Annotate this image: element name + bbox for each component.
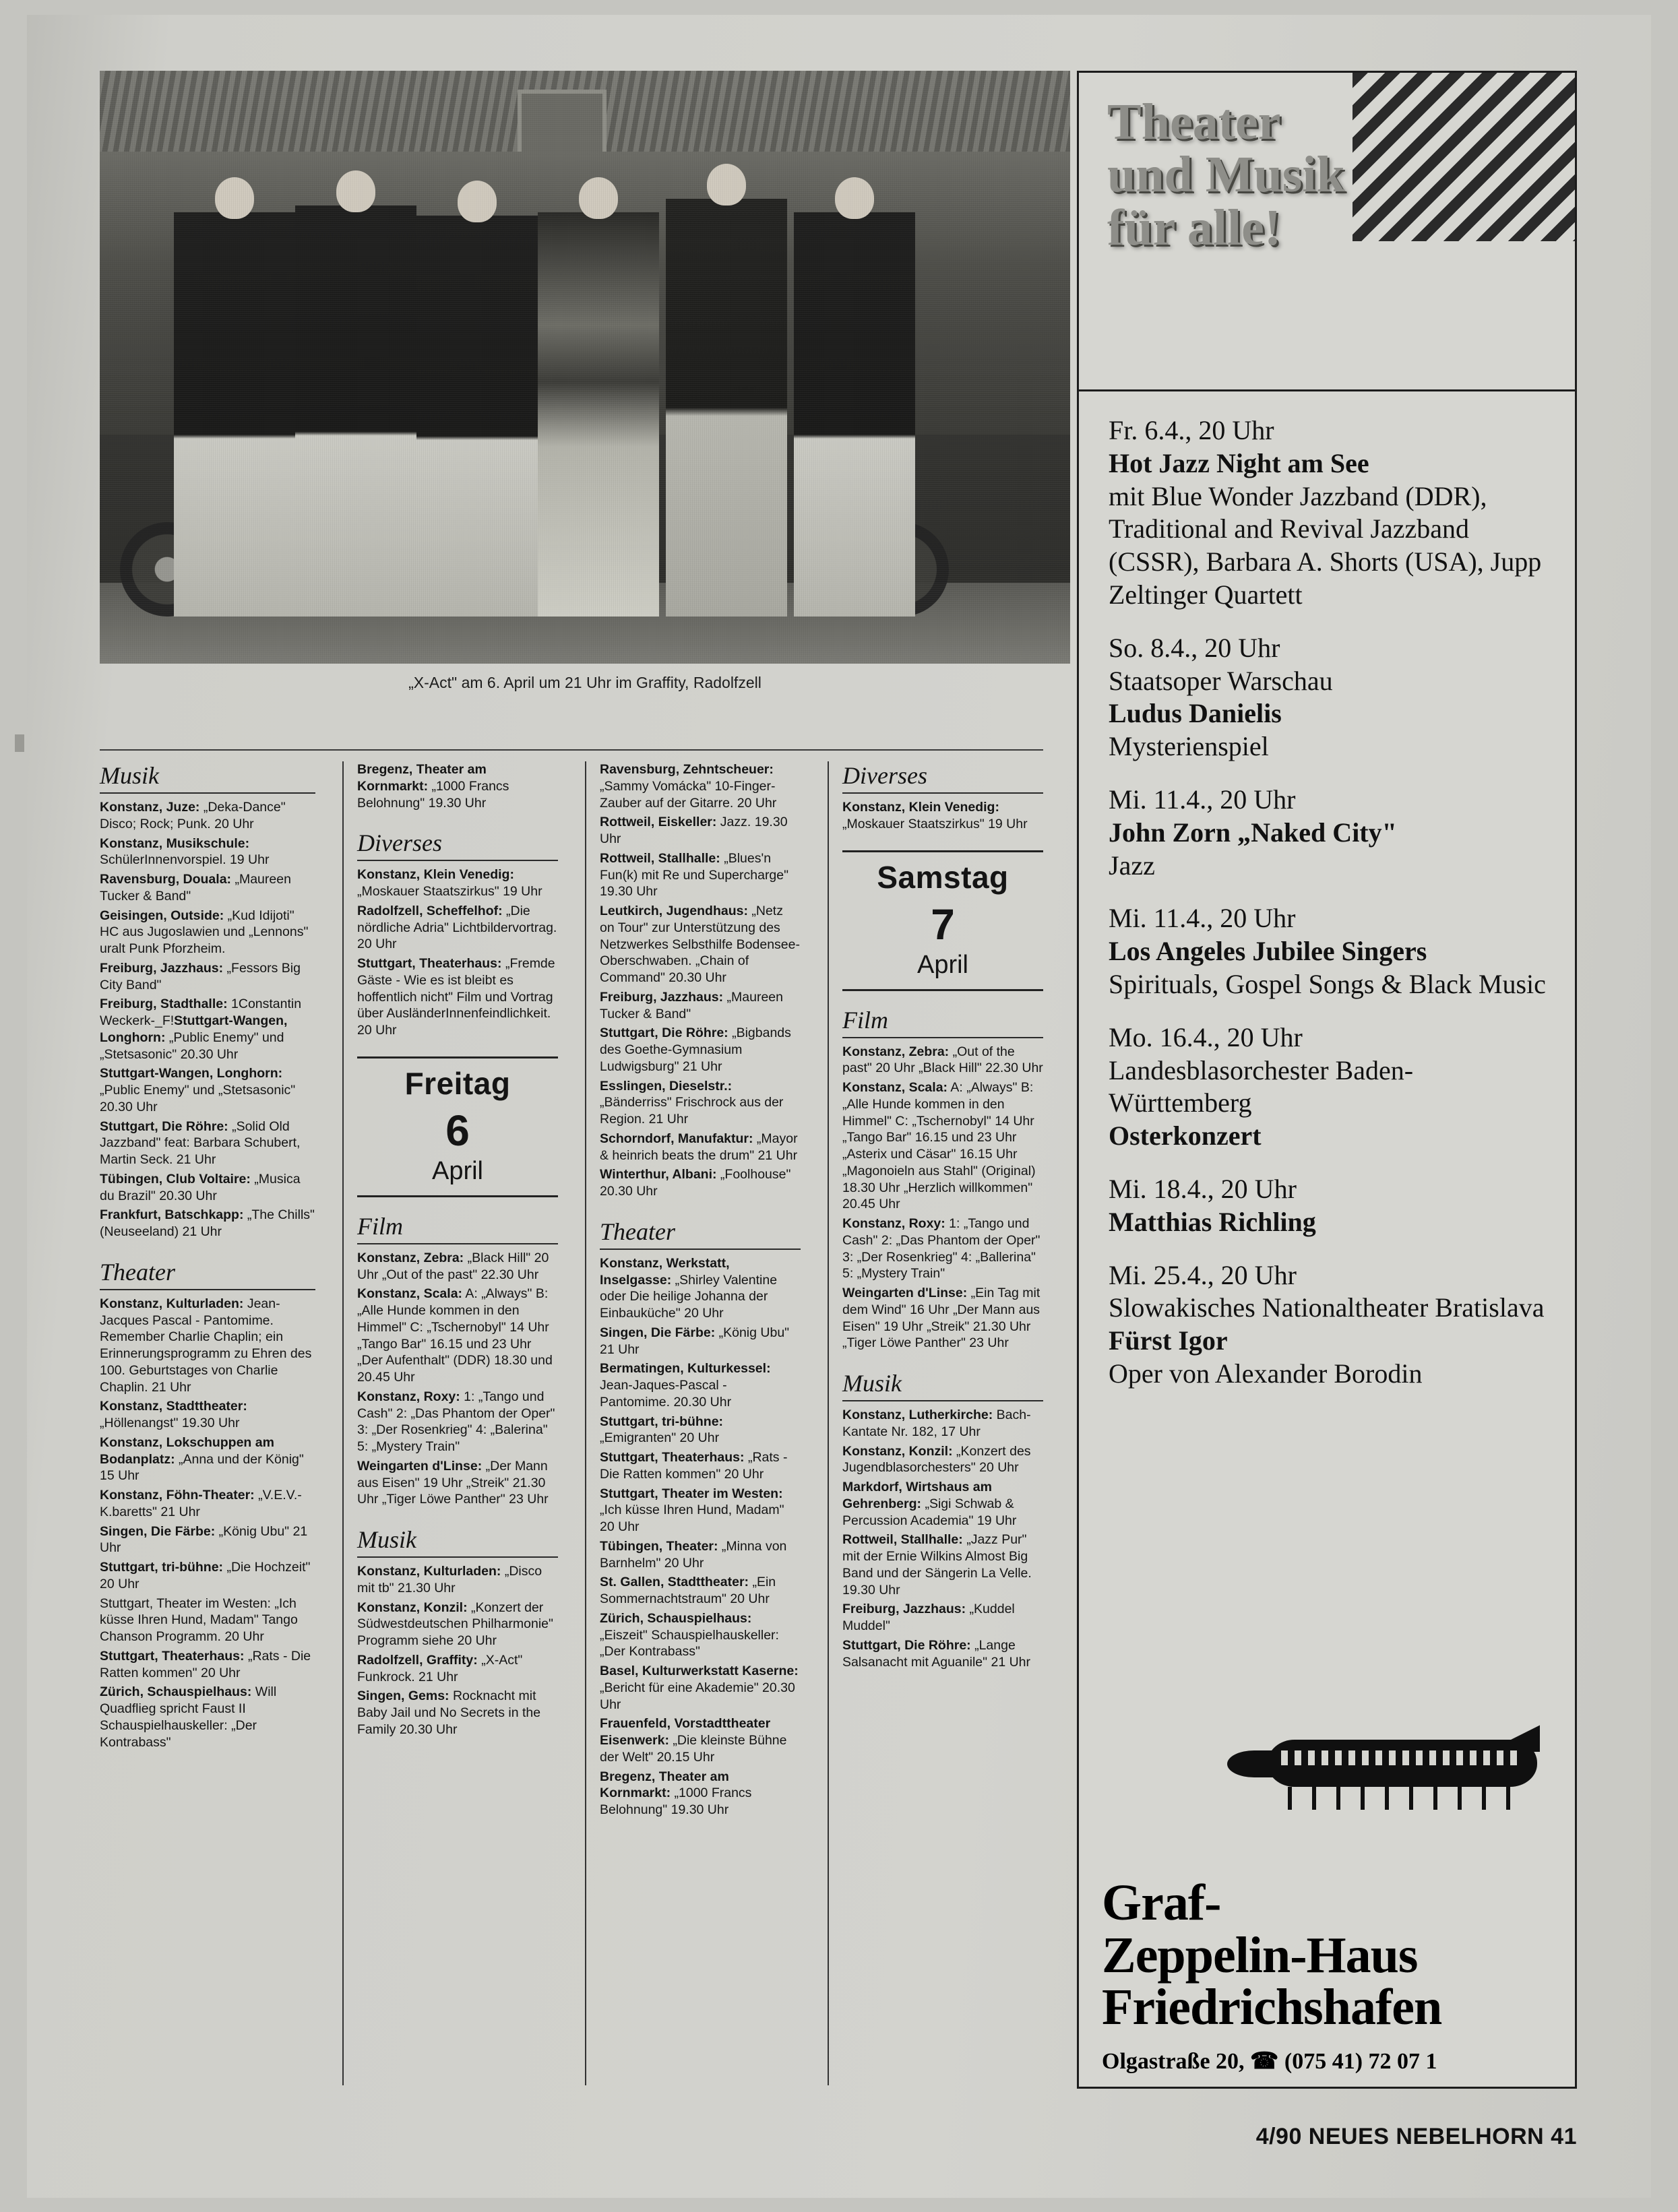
ad-logo-line-1: Graf- [1102,1874,1221,1932]
section-heading-film: Film [842,1006,1043,1038]
ad-event [1109,1259,1548,1391]
ad-event-date: Mi. 18.4., 20 Uhr [1109,1173,1297,1204]
listing-entry: Konstanz, Roxy: 1: „Tango und Cash" 2: „Das Phantom der Oper" 3: „Der Rosenkrieg" 4: „Balerina" 5: „Mystery Train" [357,1389,555,1454]
listing-entry: Konstanz, Konzil: „Konzert des Jugendblasorchesters" 20 Uhr [842,1443,1031,1476]
photo-caption: „X-Act" am 6. April um 21 Uhr im Graffity, Radolfzell [408,674,762,691]
listing-entry: Rottweil, Eiskeller: Jazz. 19.30 Uhr [600,815,788,846]
date-day: 6 [445,1106,470,1155]
listing-entry: Radolfzell, Scheffelhof: „Die nördliche Adria" Lichtbildervortrag. 20 Uhr [357,903,557,952]
listing-entry: Frauenfeld, Vorstadttheater Eisenwerk: „Die kleinste Bühne der Welt" 20.15 Uhr [600,1716,787,1765]
listing-entry: Ravensburg, Zehntscheuer: „Sammy Vomácka" 10-Finger-Zauber auf der Gitarre. 20 Uhr [600,762,777,811]
ad-event [1109,414,1548,612]
ad-headline-line-3: für alle! [1107,199,1282,256]
ad-headline [1079,73,1575,254]
listing-entry: Ravensburg, Douala: „Maureen Tucker & Band" [100,872,291,904]
listing-entry: Stuttgart, Theaterhaus: „Rats - Die Ratten kommen" 20 Uhr [100,1648,311,1680]
ad-event [1109,1173,1548,1239]
ad-headline-line-2: und Musik [1107,146,1345,203]
listing-entry: Konstanz, Kulturladen: „Disco mit tb" 21.30 Uhr [357,1564,542,1595]
listing-entry: Konstanz, Föhn-Theater: „V.E.V.-K.baretts" 21 Uhr [100,1488,302,1519]
date-weekday: Freitag [404,1065,511,1101]
listing-top-rule [100,749,1043,751]
section-heading-diverses: Diverses [357,829,558,861]
listing-entry: Stuttgart, Theater im Westen: „Ich küsse Ihren Hund, Madam" 20 Uhr [600,1486,784,1534]
listing-entry: Markdorf, Wirtshaus am Gehrenberg: „Sigi Schwab & Percussion Academia" 19 Uhr [842,1480,1017,1528]
listing-entry: Freiburg, Jazzhaus: „Maureen Tucker & Band" [600,989,783,1021]
ad-event-pre: Slowakisches Nationaltheater Bratislava [1109,1292,1545,1323]
ad-event-title: Osterkonzert [1109,1120,1262,1151]
listing-entry: Stuttgart, Die Röhre: „Bigbands des Goethe-Gymnasium Ludwigsburg" 21 Uhr [600,1025,791,1074]
zeppelin-icon [1227,1721,1544,1822]
date-month: April [431,1156,484,1185]
listing-entry: Schorndorf, Manufaktur: „Mayor & heinrich beats the drum" 21 Uhr [600,1131,798,1163]
section-heading-film: Film [357,1212,558,1244]
section-heading-musik: Musik [100,761,315,794]
listing-entry: Konstanz, Konzil: „Konzert der Südwestdeutschen Philharmonie" Programm siehe 20 Uhr [357,1600,553,1648]
listing-entry: Leutkirch, Jugendhaus: „Netz on Tour" zur Unterstützung des Netzwerkes Selbsthilfe Bodensee-Oberschwaben. „Chain of Command" 20.30 Uhr [600,904,800,985]
listing-entry: Konstanz, Lokschuppen am Bodanplatz: „Anna und der König" 15 Uhr [100,1434,304,1484]
page-edge-mark [15,734,24,752]
listing-entry: Tübingen, Theater: „Minna von Barnhelm" 20 Uhr [600,1538,787,1571]
section-heading-musik: Musik [357,1525,558,1558]
listing-column-2 [342,761,558,2085]
ad-header [1079,73,1575,391]
band-photo [100,71,1070,664]
listing-entry: Singen, Die Färbe: „König Ubu" 21 Uhr [600,1325,790,1357]
listing-column-1 [100,761,315,2085]
date-weekday: Samstag [877,859,1009,895]
ad-logo-line-3: Friedrichshafen [1102,1979,1442,2036]
listing-entry: Frankfurt, Batschkapp: „The Chills" (Neuseeland) 21 Uhr [100,1207,315,1239]
ad-event-title: John Zorn „Naked City" [1109,817,1397,848]
listing-entry: Konstanz, Juze: „Deka-Dance" Disco; Rock; Punk. 20 Uhr [100,800,286,831]
listing-column-4 [828,761,1043,2085]
listing-entry: Konstanz, Kulturladen: Jean-Jacques Pascal - Pantomime. Remember Charlie Chaplin; ein Erinnerungsprogramm zu Ehren des 100. Geburtstages von Charlie Chaplin. 21 Uhr [100,1296,312,1395]
listing-entry: Esslingen, Dieselstr.: „Bänderriss" Frischrock aus der Region. 21 Uhr [600,1078,784,1127]
ad-logo-block [1079,1874,1575,2087]
listing-entry: Zürich, Schauspielhaus: „Eiszeit" Schauspielhauskeller: „Der Kontrabass" [600,1610,779,1660]
listing-entry: Konstanz, Zebra: „Black Hill" 20 Uhr „Out of the past" 22.30 Uhr [357,1250,549,1282]
listing-entry: Konstanz, Roxy: 1: „Tango und Cash" 2: „Das Phantom der Oper" 3: „Der Rosenkrieg" 4: „Ballerina" 5: „Mystery Train" [842,1216,1040,1282]
ad-event-desc: Oper von Alexander Borodin [1109,1358,1423,1389]
listing-entry: Basel, Kulturwerkstatt Kaserne: „Bericht für eine Akademie" 20.30 Uhr [600,1664,799,1712]
event-listing-columns [100,761,1043,2085]
listing-column-3 [585,761,801,2085]
listing-entry: Stuttgart, Theaterhaus: „Fremde Gäste - Wie es ist bleibt es hoffentlich nicht" Film und Vortrag über AusländerInnenfeindlichkeit. 20 Uhr [357,956,555,1038]
listing-entry: Konstanz, Scala: A: „Always" B: „Alle Hunde kommen in den Himmel" C: „Tschernobyl" 14 Uhr „Tango Bar" 16.15 und 23 Uhr „Der Aufenthalt" (DDR) 18.30 und 20.45 Uhr [357,1286,553,1385]
ad-event [1109,902,1548,1001]
ad-event-desc: Jazz [1109,850,1155,881]
listing-entry: Bermatingen, Kulturkessel: Jean-Jaques-Pascal - Pantomime. 20.30 Uhr [600,1361,771,1410]
ad-event-pre: Staatsoper Warschau [1109,665,1333,696]
listing-entry: Konstanz, Klein Venedig: „Moskauer Staatszirkus" 19 Uhr [357,867,542,899]
ad-event-desc: Mysterienspiel [1109,731,1269,762]
listing-entry: Geisingen, Outside: „Kud Idijoti" HC aus Jugoslawien und „Lennons" uralt Punk Pforzheim. [100,908,309,956]
listing-entry: Konstanz, Werkstatt, Inselgasse: „Shirley Valentine oder Die heilige Johanna der Einbauküche" 20 Uhr [600,1255,778,1321]
listing-entry: St. Gallen, Stadttheater: „Ein Sommernachtstraum" 20 Uhr [600,1575,776,1606]
ad-headline-line-1: Theater [1107,94,1281,150]
ad-event-title: Hot Jazz Night am See [1109,447,1369,478]
section-heading-theater: Theater [100,1258,315,1290]
listing-entry: Freiburg, Jazzhaus: „Fessors Big City Band" [100,960,301,992]
listing-entry: Rottweil, Stallhalle: „Blues'n Fun(k) mit Re und Supercharge" 19.30 Uhr [600,850,789,899]
ad-logo-line-2: Zeppelin-Haus [1102,1926,1418,1984]
listing-entry: Stuttgart, tri-bühne: „Emigranten" 20 Uhr [600,1414,724,1446]
ad-event [1109,632,1548,763]
listing-entry: Zürich, Schauspielhaus: Will Quadflieg spricht Faust II Schauspielhauskeller: „Der Kontrabass" [100,1684,277,1750]
listing-entry: Konstanz, Klein Venedig: „Moskauer Staatszirkus" 19 Uhr [842,800,1028,831]
date-month: April [916,950,969,979]
ad-event-date: Mi. 11.4., 20 Uhr [1109,903,1296,934]
ad-event-desc: Spirituals, Gospel Songs & Black Music [1109,968,1546,999]
listing-entry: Stuttgart-Wangen, Longhorn: „Public Enemy" und „Stetsasonic" 20.30 Uhr [100,1066,296,1114]
ad-event-title: Ludus Danielis [1109,698,1282,729]
ad-event [1109,1021,1548,1153]
listing-entry: Freiburg, Stadthalle: 1Constantin Weckerk-_F!Stuttgart-Wangen, Longhorn: „Public Enemy" und „Stetsasonic" 20.30 Uhr [100,997,302,1062]
listing-entry: Singen, Die Färbe: „König Ubu" 21 Uhr [100,1523,308,1556]
ad-event-date: Mi. 11.4., 20 Uhr [1109,784,1296,815]
listing-entry: Stuttgart, Die Röhre: „Lange Salsanacht mit Aguanile" 21 Uhr [842,1637,1030,1670]
listing-entry: Konstanz, Zebra: „Out of the past" 20 Uhr „Black Hill" 22.30 Uhr [842,1044,1043,1076]
ad-event-list [1079,391,1575,1391]
advertisement-graf-zeppelin-haus [1077,71,1577,2089]
ad-event-date: Mi. 25.4., 20 Uhr [1109,1259,1297,1290]
listing-entry: Rottweil, Stallhalle: „Jazz Pur" mit der Ernie Wilkins Almost Big Band und der Sängerin La Velle. 19.30 Uhr [842,1532,1032,1598]
listing-entry: Stuttgart, tri-bühne: „Die Hochzeit" 20 Uhr [100,1560,311,1591]
date-heading-friday [357,1056,558,1197]
date-day: 7 [931,899,955,949]
listing-entry: Stuttgart, Theaterhaus: „Rats - Die Ratten kommen" 20 Uhr [600,1450,788,1482]
ad-event-date: Fr. 6.4., 20 Uhr [1109,415,1274,445]
photo-grain [100,71,1070,664]
listing-entry: Weingarten d'Linse: „Ein Tag mit dem Wind" 16 Uhr „Der Mann aus Eisen" 19 Uhr „Streik" 21.30 Uhr „Tiger Löwe Panther" 23 Uhr [842,1286,1040,1351]
ad-event-date: So. 8.4., 20 Uhr [1109,632,1280,663]
listing-entry: Stuttgart, Die Röhre: „Solid Old Jazzband" feat: Barbara Schubert, Martin Seck. 21 Uhr [100,1118,301,1167]
ad-event-title: Fürst Igor [1109,1325,1228,1356]
listing-entry: Konstanz, Musikschule: SchülerInnenvorspiel. 19 Uhr [100,835,270,868]
ad-event-date: Mo. 16.4., 20 Uhr [1109,1021,1303,1052]
ad-event-desc: mit Blue Wonder Jazzband (DDR), Traditional and Revival Jazzband (CSSR), Barbara A. Shorts (USA), Jupp Zeltinger Quartett [1109,480,1542,610]
ad-event-title: Matthias Richling [1109,1206,1316,1237]
ad-event [1109,784,1548,882]
ad-event-title: Los Angeles Jubilee Singers [1109,936,1427,967]
listing-entry: Konstanz, Scala: A: „Always" B: „Alle Hunde kommen in den Himmel" C: „Tschernobyl" 14 Uhr „Tango Bar" 16.15 und 23 Uhr „Asterix und Cäsar" 16.15 Uhr „Magonoieln aus Stahl" (Original) 18.30 Uhr „Herzlich willkommen" 20.45 Uhr [842,1080,1036,1212]
listing-entry: Tübingen, Club Voltaire: „Musica du Brazil" 20.30 Uhr [100,1171,301,1203]
listing-entry: Konstanz, Stadttheater: „Höllenangst" 19.30 Uhr [100,1399,247,1430]
listing-entry: Radolfzell, Graffity: „X-Act" Funkrock. 21 Uhr [357,1652,523,1684]
listing-entry: Bregenz, Theater am Kornmarkt: „1000 Francs Belohnung" 19.30 Uhr [600,1769,752,1817]
section-heading-theater: Theater [600,1218,801,1250]
ad-address: Olgastraße 20, ☎ (075 41) 72 07 1 [1102,2049,1437,2074]
listing-entry: Freiburg, Jazzhaus: „Kuddel Muddel" [842,1602,1015,1633]
listing-entry: Bregenz, Theater am Kornmarkt: „1000 Francs Belohnung" 19.30 Uhr [357,762,509,811]
listing-entry: Singen, Gems: Rocknacht mit Baby Jail und No Secrets in the Family 20.30 Uhr [357,1688,541,1737]
listing-entry: Konstanz, Lutherkirche: Bach-Kantate Nr. 182, 17 Uhr [842,1408,1031,1439]
ad-event-pre: Landesblasorchester Baden-Württemberg [1109,1054,1414,1118]
listing-entry: Weingarten d'Linse: „Der Mann aus Eisen" 19 Uhr „Streik" 21.30 Uhr „Tiger Löwe Panther" 23 Uhr [357,1458,549,1507]
date-heading-saturday [842,850,1043,991]
section-heading-diverses: Diverses [842,761,1043,794]
listing-entry: Winterthur, Albani: „Foolhouse" 20.30 Uhr [600,1167,791,1199]
page-footer: 4/90 NEUES NEBELHORN 41 [1255,2124,1577,2149]
listing-entry: Stuttgart, Theater im Westen: „Ich küsse Ihren Hund, Madam" Tango Chanson Programm. 20 Uhr [100,1595,298,1644]
section-heading-musik: Musik [842,1369,1043,1401]
